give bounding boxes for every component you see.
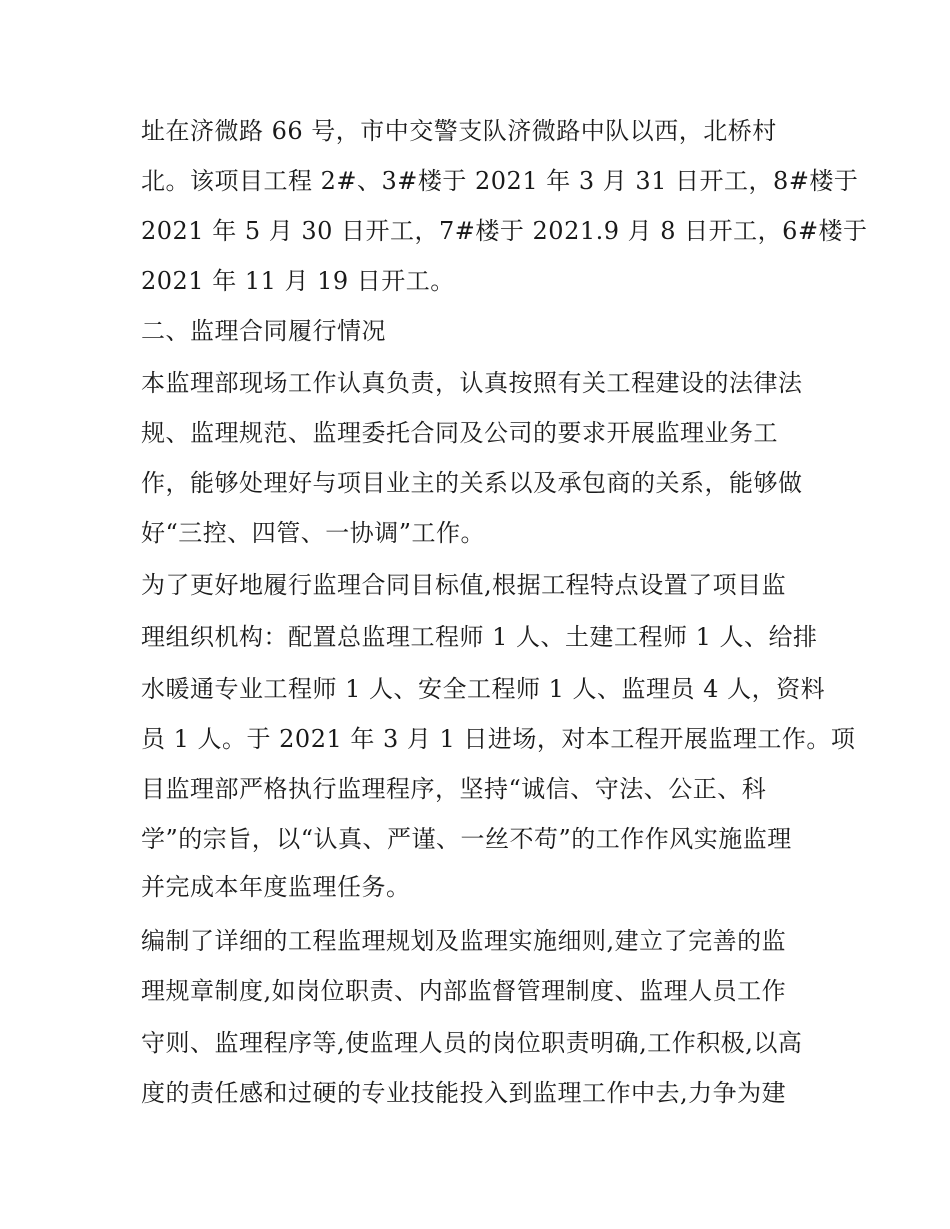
text-line: 北。该项目工程 2#、3#楼于 2021 年 3 月 31 日开工，8#楼于: [141, 167, 859, 195]
section-heading: 二、监理合同履行情况: [141, 317, 386, 345]
text-line: 水暖通专业工程师 1 人、安全工程师 1 人、监理员 4 人，资料: [141, 675, 826, 703]
text-line: 理规章制度,如岗位职责、内部监督管理制度、监理人员工作: [141, 977, 787, 1005]
text-line: 作，能够处理好与项目业主的关系以及承包商的关系，能够做: [141, 469, 803, 497]
text-line: 目监理部严格执行监理程序，坚持“诚信、守法、公正、科: [141, 775, 767, 803]
text-line: 编制了详细的工程监理规划及监理实施细则,建立了完善的监: [141, 927, 787, 955]
text-line: 员 1 人。于 2021 年 3 月 1 日进场，对本工程开展监理工作。项: [141, 725, 856, 753]
text-line: 为了更好地履行监理合同目标值,根据工程特点设置了项目监: [141, 571, 787, 599]
text-line: 2021 年 11 月 19 日开工。: [141, 267, 455, 295]
text-line: 度的责任感和过硬的专业技能投入到监理工作中去,力争为建: [141, 1079, 787, 1107]
text-line: 规、监理规范、监理委托合同及公司的要求开展监理业务工: [141, 419, 778, 447]
text-line: 理组织机构：配置总监理工程师 1 人、土建工程师 1 人、给排: [141, 623, 818, 651]
text-line: 2021 年 5 月 30 日开工，7#楼于 2021.9 月 8 日开工，6#楼于: [141, 217, 868, 245]
text-line: 守则、监理程序等,使监理人员的岗位职责明确,工作积极,以高: [141, 1029, 803, 1057]
text-line: 好“三控、四管、一协调”工作。: [141, 519, 486, 547]
text-line: 并完成本年度监理任务。: [141, 873, 411, 901]
text-line: 本监理部现场工作认真负责，认真按照有关工程建设的法律法: [141, 369, 803, 397]
text-line: 址在济微路 66 号，市中交警支队济微路中队以西，北桥村: [141, 117, 777, 145]
text-line: 学”的宗旨，以“认真、严谨、一丝不苟”的工作作风实施监理: [141, 825, 792, 853]
